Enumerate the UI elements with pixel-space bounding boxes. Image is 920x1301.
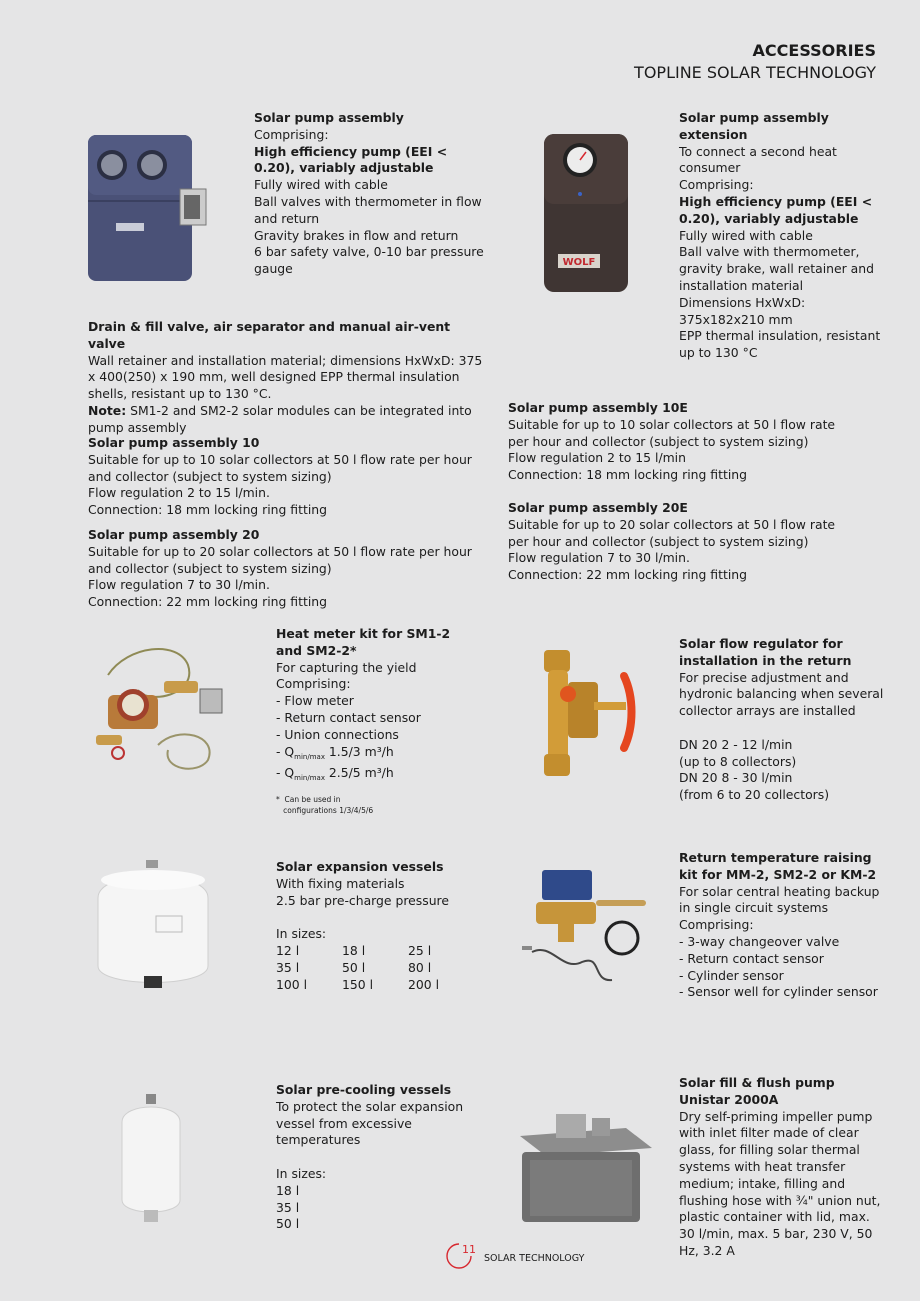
drain-fill-note <box>88 403 483 437</box>
heat-meter-image <box>88 635 228 780</box>
pump-assembly-title: Solar pump assembly <box>254 110 404 125</box>
heat-meter-q2: - $Q_{min/max}$ 2.5/5 m³/h <box>276 765 394 783</box>
pump-assembly-10-title: Solar pump assembly 10 <box>88 435 260 450</box>
fill-pump-title: Solar fill & flush pump Unistar 2000A <box>679 1075 835 1107</box>
note-label: Note: <box>88 402 127 418</box>
flow-regulator-spec: DN 20 8 - 30 l/min <box>679 770 793 786</box>
flow-regulator-spec: (up to 8 collectors) <box>679 753 797 769</box>
precooling-sizes-label: In sizes: <box>276 1165 327 1181</box>
heat-meter-footnote: * Can be used in configurations 1/3/4/5/6 <box>276 795 374 815</box>
return-temp-kit-item: - Return contact sensor <box>679 950 824 966</box>
fill-pump-section <box>679 1075 884 1260</box>
size-cell: 150 l <box>342 976 374 992</box>
heat-meter-section <box>276 626 476 816</box>
pump-assembly-10e-title: Solar pump assembly 10E <box>508 400 688 415</box>
pump-assembly-20-line: Suitable for up to 20 solar collectors at 50 l flow rate per hour and collector (subject to system sizing) <box>88 543 472 576</box>
precooling-text: To protect the solar expansion vessel from excessive temperatures <box>276 1098 464 1148</box>
drain-fill-section <box>88 319 483 437</box>
drain-fill-title: Drain & fill valve, air separator and manual air-vent valve <box>88 319 451 351</box>
pump-extension-line: Comprising: <box>679 177 754 193</box>
heat-meter-item: - Return contact sensor <box>276 709 421 725</box>
return-temp-kit-item: - Cylinder sensor <box>679 967 784 983</box>
pump-extension-title: Solar pump assembly extension <box>679 110 829 142</box>
pump-assembly-20e-section <box>508 500 838 584</box>
pump-assembly-20e-line: Flow regulation 7 to 30 l/min. <box>508 550 690 566</box>
heat-meter-item: - Union connections <box>276 726 399 742</box>
page-header-title: ACCESSORIES <box>752 41 876 60</box>
pump-assembly-20-line: Flow regulation 7 to 30 l/min. <box>88 577 270 593</box>
pump-assembly-10e-section <box>508 400 838 484</box>
pump-assembly-10-section <box>88 435 483 519</box>
heat-meter-line: For capturing the yield <box>276 659 417 675</box>
size-cell: 100 l <box>276 976 308 992</box>
flow-regulator-section <box>679 636 884 804</box>
pump-assembly-line: Ball valves with thermometer in flow and return <box>254 193 482 226</box>
pump-assembly-section <box>254 110 484 278</box>
flow-regulator-spec: DN 20 2 - 12 l/min <box>679 736 793 752</box>
pump-assembly-10e-line: Suitable for up to 10 solar collectors at 50 l flow rate per hour and collector (subject to system sizing) <box>508 416 836 449</box>
heat-meter-title: Heat meter kit for SM1-2 and SM2-2* <box>276 626 451 658</box>
flow-regulator-title: Solar flow regulator for installation in the return <box>679 636 852 668</box>
size-cell: 18 l <box>342 942 366 958</box>
pump-assembly-10e-line: Connection: 18 mm locking ring fitting <box>508 467 747 483</box>
pump-assembly-20-title: Solar pump assembly 20 <box>88 527 260 542</box>
fill-pump-text: Dry self-priming impeller pump with inlet filter made of clear glass, for filling solar thermal systems with heat transfer medium; intake, filling and flushing hose with ¾" union nut, plastic container with lid, max. 30 l/min, max. 5 bar, 230 V, 50 Hz, 3.2 A <box>679 1108 881 1258</box>
pump-assembly-line: Gravity brakes in flow and return <box>254 227 459 243</box>
precooling-size: 18 l <box>276 1182 300 1198</box>
size-cell: 12 l <box>276 942 300 958</box>
expansion-vessel-section <box>276 859 496 993</box>
pump-extension-line: EPP thermal insulation, resistant up to 130 °C <box>679 328 881 361</box>
return-temp-kit-item: - 3-way changeover valve <box>679 933 840 949</box>
expansion-sizes-label: In sizes: <box>276 926 327 942</box>
note-text: SM1-2 and SM2-2 solar modules can be integrated into pump assembly <box>88 402 472 435</box>
size-cell: 80 l <box>408 959 432 975</box>
pump-assembly-20-section <box>88 527 483 611</box>
pump-assembly-line: Comprising: <box>254 126 329 142</box>
pump-assembly-20e-line: Suitable for up to 20 solar collectors at 50 l flow rate per hour and collector (subject to system sizing) <box>508 516 836 549</box>
expansion-vessel-line: 2.5 bar pre-charge pressure <box>276 892 449 908</box>
pump-extension-image <box>540 130 634 296</box>
pump-assembly-line: 6 bar safety valve, 0-10 bar pressure gauge <box>254 244 484 277</box>
flow-regulator-text: For precise adjustment and hydronic balancing when several collector arrays are installed <box>679 669 884 719</box>
pump-extension-bold: High efficiency pump (EEI < 0.20), variably adjustable <box>679 193 873 226</box>
precooling-size: 35 l <box>276 1199 300 1215</box>
pump-assembly-20-line: Connection: 22 mm locking ring fitting <box>88 594 327 610</box>
heat-meter-q1: - $Q_{min/max}$ 1.5/3 m³/h <box>276 743 394 761</box>
size-cell: 50 l <box>342 959 366 975</box>
pump-extension-section <box>679 110 884 362</box>
precooling-title: Solar pre-cooling vessels <box>276 1082 452 1097</box>
precooling-size: 50 l <box>276 1216 300 1232</box>
expansion-vessel-line: With fixing materials <box>276 875 405 891</box>
precooling-vessel-image <box>114 1092 188 1228</box>
footer-label: SOLAR TECHNOLOGY <box>484 1253 585 1264</box>
page-number: 11 <box>462 1243 476 1256</box>
pump-assembly-line: Fully wired with cable <box>254 177 388 193</box>
return-temp-kit-title: Return temperature raising kit for MM-2, SM2-2 or KM-2 <box>679 850 877 882</box>
return-temp-kit-item: - Sensor well for cylinder sensor <box>679 984 878 1000</box>
return-temp-kit-line: For solar central heating backup in single circuit systems <box>679 883 880 916</box>
pump-assembly-20e-line: Connection: 22 mm locking ring fitting <box>508 567 747 583</box>
flow-regulator-image <box>534 642 640 782</box>
pump-extension-line: Fully wired with cable <box>679 227 813 243</box>
expansion-sizes-grid <box>276 943 496 993</box>
heat-meter-item: - Flow meter <box>276 693 354 709</box>
pump-assembly-image <box>84 131 212 283</box>
size-cell: 200 l <box>408 976 440 992</box>
return-temp-kit-image <box>522 862 652 988</box>
pump-assembly-10-line: Flow regulation 2 to 15 l/min. <box>88 485 270 501</box>
pump-assembly-10-line: Suitable for up to 10 solar collectors at 50 l flow rate per hour and collector (subject to system sizing) <box>88 451 472 484</box>
expansion-vessel-image <box>88 858 218 994</box>
svg-text:WOLF: WOLF <box>562 257 596 268</box>
pump-assembly-10-line: Connection: 18 mm locking ring fitting <box>88 502 327 518</box>
expansion-vessel-title: Solar expansion vessels <box>276 859 444 874</box>
precooling-section <box>276 1082 466 1233</box>
pump-assembly-bold: High efficiency pump (EEI < 0.20), variably adjustable <box>254 143 448 176</box>
pump-extension-line: To connect a second heat consumer <box>679 143 837 176</box>
pump-assembly-10e-line: Flow regulation 2 to 15 l/min <box>508 450 686 466</box>
pump-extension-line: Ball valve with thermometer, gravity brake, wall retainer and installation material <box>679 244 874 293</box>
heat-meter-line: Comprising: <box>276 676 351 692</box>
size-cell: 25 l <box>408 942 432 958</box>
return-temp-kit-section <box>679 850 889 1001</box>
pump-assembly-20e-title: Solar pump assembly 20E <box>508 500 688 515</box>
pump-extension-line: Dimensions HxWxD: 375x182x210 mm <box>679 294 806 327</box>
flow-regulator-spec: (from 6 to 20 collectors) <box>679 787 830 803</box>
page-header-subtitle: TOPLINE SOLAR TECHNOLOGY <box>634 63 876 82</box>
drain-fill-text: Wall retainer and installation material; dimensions HxWxD: 375 x 400(250) x 190 mm, well designed EPP thermal insulation shells, resistant up to 130 °C. <box>88 352 483 402</box>
size-cell: 35 l <box>276 959 300 975</box>
return-temp-kit-line: Comprising: <box>679 917 754 933</box>
fill-pump-image <box>516 1108 656 1226</box>
